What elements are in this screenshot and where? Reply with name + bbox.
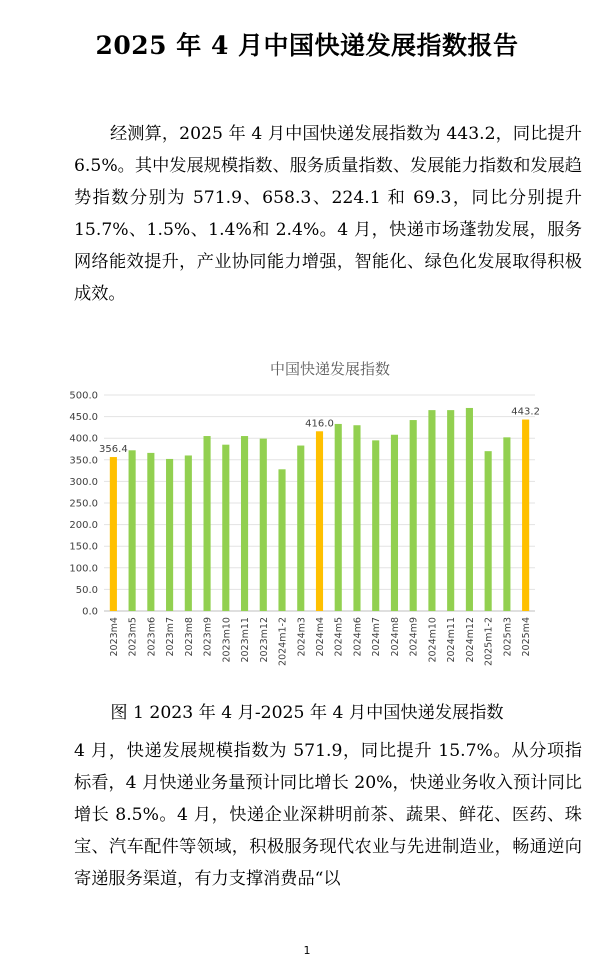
x-tick-label: 2023m7: [165, 617, 177, 657]
y-tick-label: 0.0: [82, 606, 98, 618]
y-tick-label: 400.0: [69, 433, 98, 445]
y-tick-label: 100.0: [69, 563, 98, 575]
y-tick-label: 500.0: [69, 390, 98, 402]
bar-2024m8: [391, 435, 398, 611]
bar-2023m8: [185, 455, 192, 611]
bar-2023m4: [110, 457, 117, 611]
y-tick-label: 50.0: [75, 584, 98, 596]
bar-2024m9: [410, 420, 417, 611]
x-tick-label: 2024m3: [296, 617, 308, 657]
y-tick-label: 450.0: [69, 412, 98, 424]
bar-2025m3: [503, 437, 510, 611]
y-tick-label: 300.0: [69, 476, 98, 488]
bar-2023m6: [147, 453, 154, 611]
bar-2023m10: [222, 445, 229, 611]
x-tick-label: 2024m4: [315, 617, 326, 657]
x-tick-label: 2024m1-2: [277, 617, 289, 666]
x-tick-label: 2024m11: [446, 617, 458, 663]
y-tick-label: 200.0: [69, 520, 98, 532]
bar-2023m5: [129, 450, 136, 611]
bar-2023m11: [241, 436, 248, 611]
x-tick-label: 2024m9: [408, 617, 420, 657]
scale-paragraph: 4 月，快递发展规模指数为 571.9，同比提升 15.7%。从分项指标看，4 月快递业务量预计同比增长 20%，快递业务收入预计同比增长 8.5%。4 月，快递企业深耕明前茶、蔬果、鲜花、医药、珠宝、汽车配件等领域，积极服务现代农业与先进制造业，畅通逆向寄递服务渠道，有力支撑消费品“以: [74, 741, 582, 889]
data-label-2024m4: 416.0: [305, 418, 334, 430]
bar-2025m4: [522, 420, 529, 611]
bar-2023m12: [260, 439, 267, 611]
x-tick-label: 2023m8: [183, 617, 195, 657]
x-tick-label: 2024m8: [389, 617, 401, 657]
bar-chart-svg: [60, 350, 560, 670]
intro-paragraph: 经测算，2025 年 4 月中国快递发展指数为 443.2，同比提升 6.5%。其中发展规模指数、服务质量指数、发展能力指数和发展趋势指数分别为 571.9、658.3、224.1 和 69.3，同比分别提升 15.7%、1.5%、1.4%和 2.4%。4 月，快递市场蓬勃发展，服务网络能效提升，产业协同能力增强，智能化、绿色化发展取得积极成效。: [74, 124, 582, 304]
bar-2024m3: [297, 446, 304, 611]
x-tick-label: 2025m1-2: [483, 617, 495, 666]
bar-2024m7: [372, 440, 379, 611]
x-tick-label: 2023m12: [258, 617, 270, 663]
x-tick-label: 2023m10: [221, 617, 233, 663]
bar-2025m1-2: [485, 451, 492, 611]
bar-2024m12: [466, 408, 473, 611]
x-tick-label: 2023m6: [146, 617, 158, 657]
bar-2024m5: [335, 424, 342, 611]
x-tick-label: 2023m9: [202, 617, 214, 657]
page-number: 1: [303, 944, 311, 957]
bar-2024m4: [316, 431, 323, 611]
x-tick-label: 2023m4: [108, 617, 120, 657]
data-label-2023m4: 356.4: [99, 444, 128, 456]
x-tick-label: 2025m4: [521, 617, 533, 657]
y-tick-label: 250.0: [69, 498, 98, 510]
x-tick-label: 2024m6: [352, 617, 364, 657]
x-tick-label: 2024m10: [427, 617, 439, 663]
figure-caption: 图 1 2023 年 4 月-2025 年 4 月中国快递发展指数: [110, 703, 504, 723]
x-tick-label: 2024m7: [371, 617, 383, 657]
index-chart: [60, 350, 560, 670]
x-tick-label: 2024m12: [464, 617, 476, 663]
y-tick-label: 150.0: [69, 541, 98, 553]
bar-2024m10: [428, 410, 435, 611]
bar-2024m1-2: [278, 469, 285, 611]
data-label-2025m4: 443.2: [511, 406, 540, 418]
x-tick-label: 2024m5: [333, 617, 345, 657]
x-tick-label: 2023m5: [127, 617, 139, 657]
x-tick-label: 2023m11: [240, 617, 252, 663]
x-tick-label: 2025m3: [502, 617, 514, 657]
bar-2024m6: [353, 425, 360, 611]
bar-2024m11: [447, 410, 454, 611]
bar-2023m9: [204, 436, 211, 611]
chart-title: 中国快递发展指数: [269, 360, 391, 378]
report-title: 2025 年 4 月中国快递发展指数报告: [95, 31, 519, 60]
bar-2023m7: [166, 459, 173, 611]
y-tick-label: 350.0: [69, 455, 98, 467]
